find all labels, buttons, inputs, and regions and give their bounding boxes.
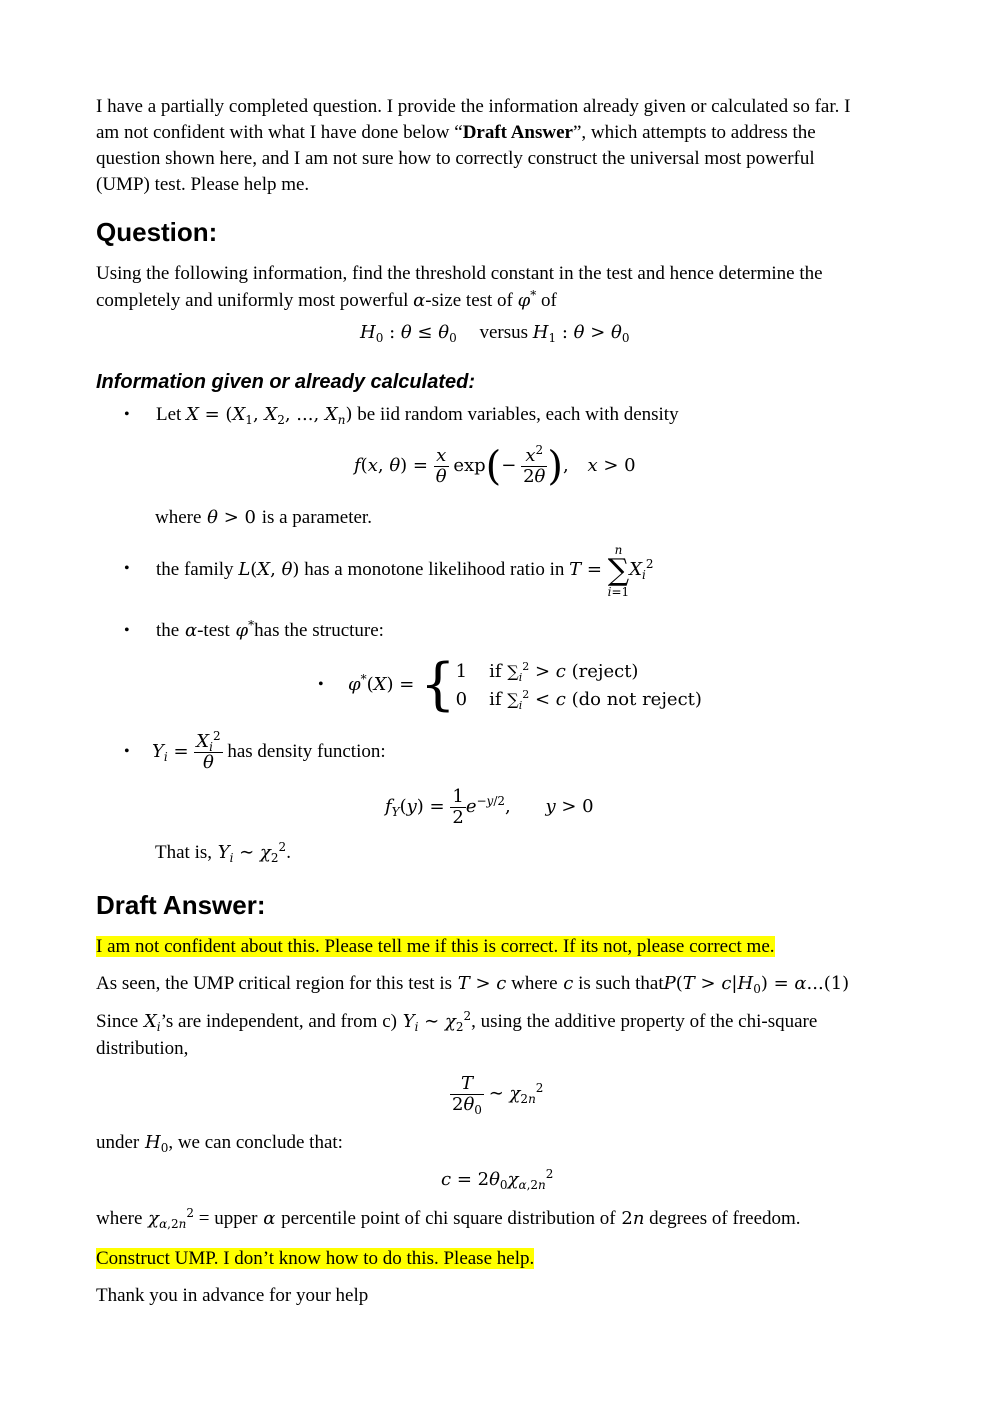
density-formula: f(x, θ) = $\frac{x}{\theta}$ exp(− $\frac{x^2}{2\theta}$ ), x > 0 (354, 443, 636, 490)
bullet-3-text: the α-test φ*has the structure: (156, 618, 384, 641)
intro-line-2-end: ”, which attempts to address the (572, 122, 816, 143)
versus-word: versus (479, 322, 529, 343)
bullet-3-sub-marker: • (318, 676, 324, 693)
c-formula: $c = 2\theta_0\chi_{\alpha,2n}^2$ (441, 1167, 554, 1192)
intro-line-3: question shown here, and I am not sure how to correctly construct the universal most powerful (96, 148, 815, 169)
intro-line-2 (96, 120, 816, 146)
test-structure-formula: φ*(X) = { 1 if $\sum_i^2 > c$ (reject) 0 if $\sum_i^2 < c$ (do not reject) (348, 652, 702, 718)
hypotheses-formula: $H_0$ : $\theta \le \theta_0$ versus $H_1$ : $\theta > \theta_0$ (360, 322, 630, 345)
case-reject: 1 if $\sum_i^2 > c$ (reject) (455, 659, 639, 684)
bullet-3-marker: • (124, 622, 130, 639)
phi-star-symbol: φ* (517, 288, 537, 311)
bullet-1-text: Let $X = (X_1$, $X_2$, ..., $X_n$) be iid random variables, each with density (156, 404, 679, 427)
draft-paragraph-2: Since $X_i’s$ are independent, and from c) $Y_i$ ∼ $\chi_2^2$, using the additive property of the chi-square (96, 1009, 818, 1034)
t-distribution-formula: $\frac{T}{2\theta_0}$ ∼ $\chi_{2n}^2$ (452, 1073, 544, 1118)
question-line-2-b: -size test of (425, 290, 513, 311)
chi-square-density-formula: $f_Y(y)$ = $\frac{1}{2}$ $e^{-y/2}$, y > 0 (385, 786, 594, 829)
draft-paragraph-3: under $H_0$, we can conclude that: (96, 1132, 343, 1155)
bullet-1-marker: • (124, 406, 130, 423)
bullet-2-text: the family L(X, θ) has a monotone likelihood ratio in T = n ∑ i=1 $X_i^2$ (156, 542, 654, 599)
question-heading: Question: (96, 217, 218, 247)
intro-draft-answer-bold: Draft Answer (462, 122, 573, 143)
draft-paragraph-2-line-2: distribution, (96, 1038, 189, 1059)
case-do-not-reject: 0 if $\sum_i^2 < c$ (do not reject) (455, 687, 702, 712)
question-line-2-a: completely and uniformly most powerful (96, 290, 409, 311)
alpha-symbol: α (413, 290, 426, 311)
intro-line-1: I have a partially completed question. I provide the information already given or calculated so far. I (96, 96, 851, 117)
draft-heading: Draft Answer: (96, 890, 266, 920)
bullet-4-marker: • (124, 743, 130, 760)
bullet-1-where: where θ > 0 is a parameter. (155, 507, 372, 528)
bullet-4-that-is: That is, $Y_i$ ∼ $\chi_2^2$. (155, 840, 291, 865)
thanks-line: Thank you in advance for your help (96, 1285, 369, 1306)
intro-line-4: (UMP) test. Please help me. (96, 174, 310, 195)
info-heading: Information given or already calculated: (96, 371, 475, 393)
question-line-1: Using the following information, find the threshold constant in the test and hence determine the (96, 263, 823, 284)
intro-line-2-start: am not confident with what I have done below “ (96, 122, 463, 143)
bullet-4-text: $Y_i$ = $\frac{X_i^2}{\theta}$ has density function: (152, 729, 386, 774)
draft-highlight-1: I am not confident about this. Please tell me if this is correct. If its not, please correct me. (96, 936, 775, 957)
bullet-2-marker: • (124, 560, 130, 577)
draft-paragraph-4: where $\chi_{\alpha,2n}^2$ = upper α percentile point of chi square distribution of 2n degrees of freedom. (96, 1206, 801, 1231)
draft-highlight-2: Construct UMP. I don’t know how to do this. Please help. (96, 1248, 535, 1269)
draft-paragraph-1: As seen, the UMP critical region for this test is T > c where c is such thatP(T > $c|H_0) = \alpha...(1)$ (96, 973, 850, 996)
question-line-2-c: of (540, 290, 557, 311)
question-line-2 (96, 288, 557, 314)
